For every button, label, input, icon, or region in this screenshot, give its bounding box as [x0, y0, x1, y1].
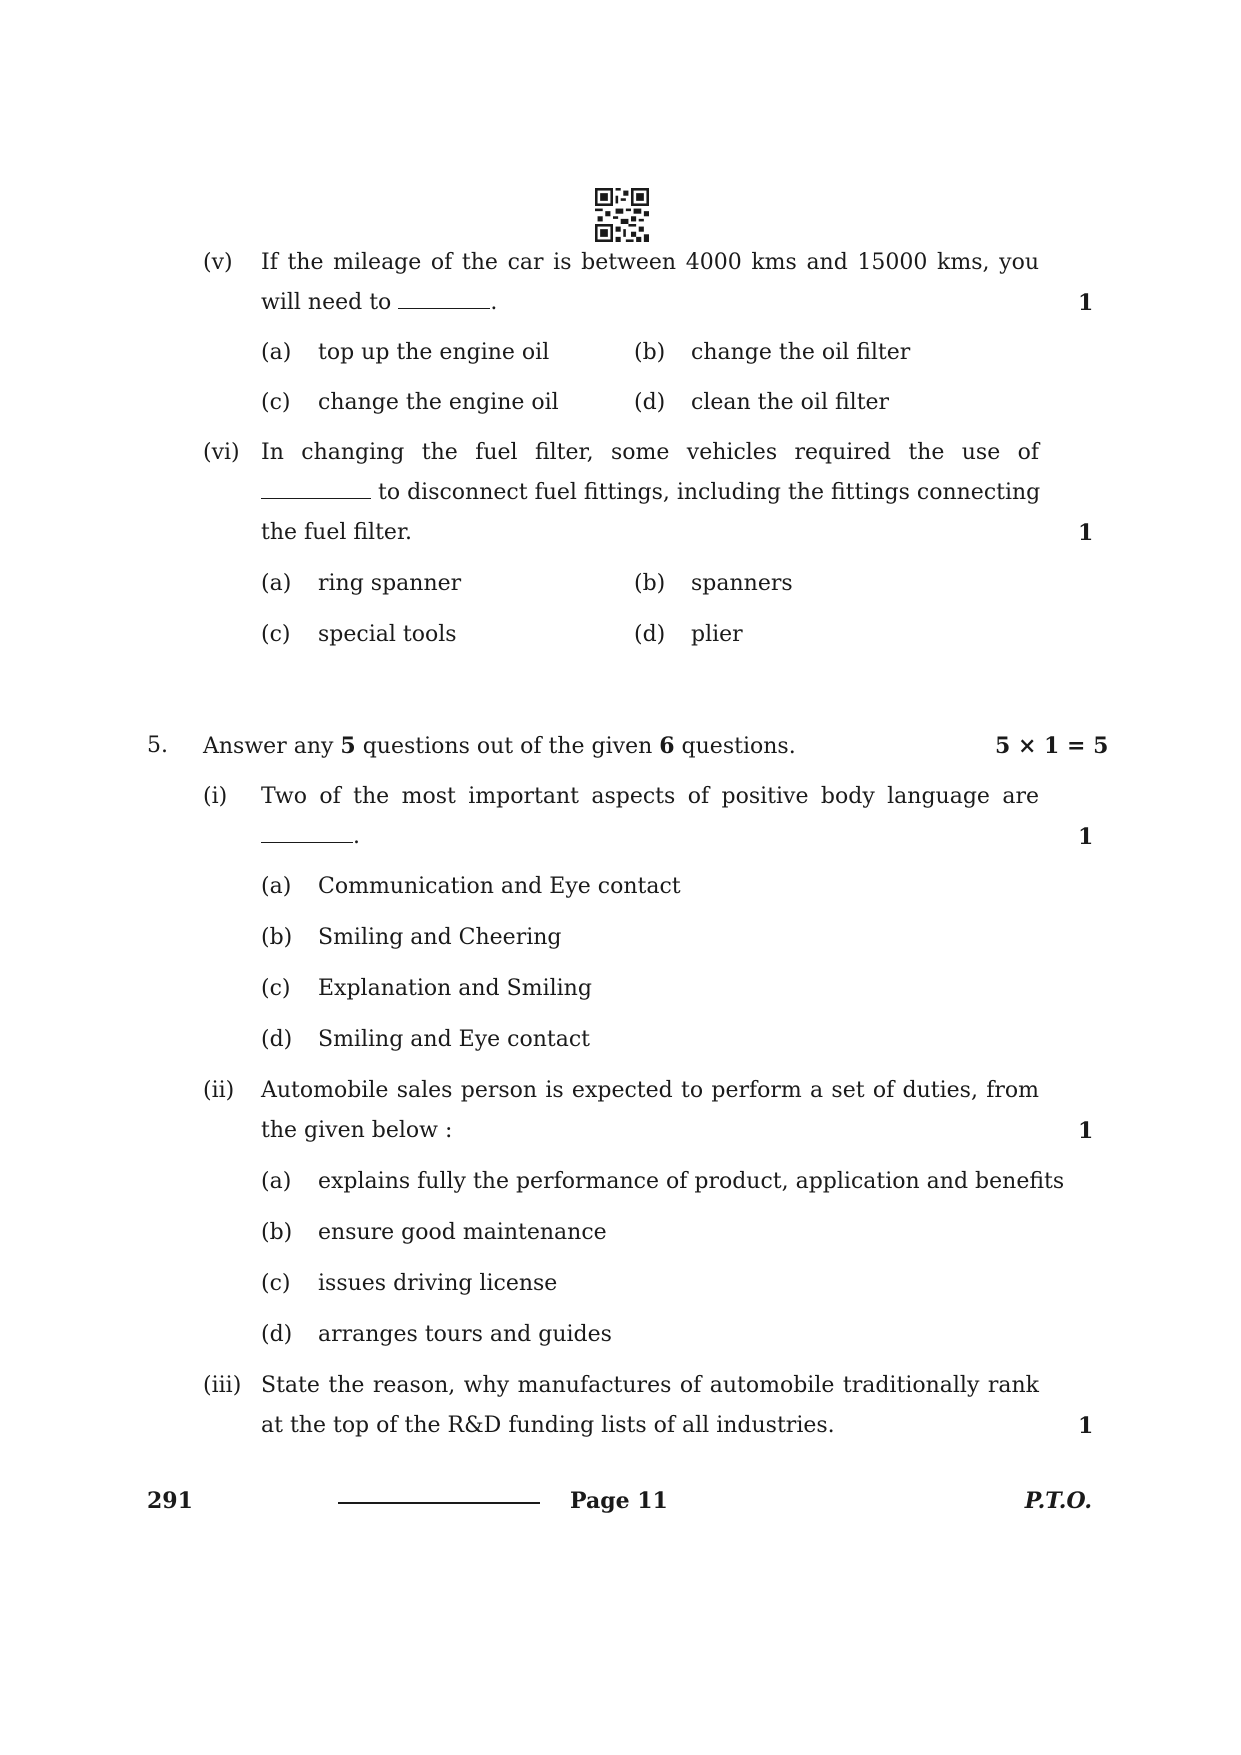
option-text: arranges tours and guides [318, 1322, 612, 1347]
question-instruction: Answer any 5 questions out of the given 6 questions. [203, 733, 796, 759]
option-text: ensure good maintenance [318, 1220, 607, 1245]
question-number: (iii) [203, 1373, 242, 1398]
question-marks: 5 × 1 = 5 [995, 733, 1109, 759]
option-text: Smiling and Cheering [318, 925, 562, 950]
option-text: Communication and Eye contact [318, 874, 681, 899]
option-label: (a) [261, 340, 292, 365]
page-number: Page 11 [570, 1488, 668, 1514]
option-label: (b) [261, 925, 293, 950]
answer-blank [261, 482, 371, 499]
option-label: (a) [261, 571, 292, 596]
option-label: (a) [261, 874, 292, 899]
question-text: will need to [261, 290, 392, 315]
question-number: (i) [203, 784, 228, 809]
question-text: to disconnect fuel fittings, including the fittings connecting [378, 480, 1041, 505]
question-text-line [261, 482, 1039, 504]
option-label: (b) [634, 340, 666, 365]
question-number: (v) [203, 250, 233, 275]
option-text: ring spanner [318, 571, 462, 596]
footer-divider [338, 1502, 540, 1504]
question-number: (ii) [203, 1078, 235, 1103]
question-text-line: the given below : [261, 1118, 453, 1143]
question-text-line [261, 292, 497, 314]
option-text: special tools [318, 622, 457, 647]
option-text: plier [691, 622, 743, 647]
question-text: . [490, 290, 498, 315]
question-text-line: Automobile sales person is expected to perform a set of duties, from [261, 1078, 1039, 1103]
option-label: (c) [261, 622, 291, 647]
question-text-line: the fuel filter. [261, 520, 413, 545]
option-label: (c) [261, 976, 291, 1001]
question-number: 5. [147, 733, 168, 758]
question-marks: 1 [1078, 520, 1094, 546]
option-label: (b) [261, 1220, 293, 1245]
question-text-line: State the reason, why manufactures of automobile traditionally rank [261, 1373, 1039, 1398]
option-text: change the engine oil [318, 390, 559, 415]
question-text-line: . [261, 826, 360, 848]
question-marks: 1 [1078, 824, 1094, 850]
answer-blank [261, 826, 353, 843]
question-marks: 1 [1078, 1118, 1094, 1144]
option-label: (c) [261, 1271, 291, 1296]
option-label: (d) [634, 390, 666, 415]
option-label: (d) [261, 1027, 293, 1052]
question-number: (vi) [203, 440, 240, 465]
option-text: explains fully the performance of product, application and benefits [318, 1169, 1065, 1194]
option-label: (d) [634, 622, 666, 647]
option-text: top up the engine oil [318, 340, 550, 365]
option-text: issues driving license [318, 1271, 558, 1296]
option-text: spanners [691, 571, 793, 596]
qr-code-icon [595, 188, 649, 242]
question-marks: 1 [1078, 290, 1094, 316]
option-text: Smiling and Eye contact [318, 1027, 591, 1052]
question-text-line: at the top of the R&D funding lists of all industries. [261, 1413, 835, 1438]
option-label: (c) [261, 390, 291, 415]
question-text-line: If the mileage of the car is between 4000 kms and 15000 kms, you [261, 250, 1039, 275]
option-label: (d) [261, 1322, 293, 1347]
question-text-line: In changing the fuel filter, some vehicles required the use of [261, 440, 1039, 465]
answer-blank [398, 292, 490, 309]
option-text: change the oil filter [691, 340, 911, 365]
question-text-line: Two of the most important aspects of positive body language are [261, 784, 1039, 809]
paper-code: 291 [147, 1488, 193, 1514]
please-turn-over: P.T.O. [1024, 1488, 1092, 1514]
option-label: (a) [261, 1169, 292, 1194]
option-text: clean the oil filter [691, 390, 890, 415]
question-marks: 1 [1078, 1413, 1094, 1439]
option-text: Explanation and Smiling [318, 976, 592, 1001]
option-label: (b) [634, 571, 666, 596]
